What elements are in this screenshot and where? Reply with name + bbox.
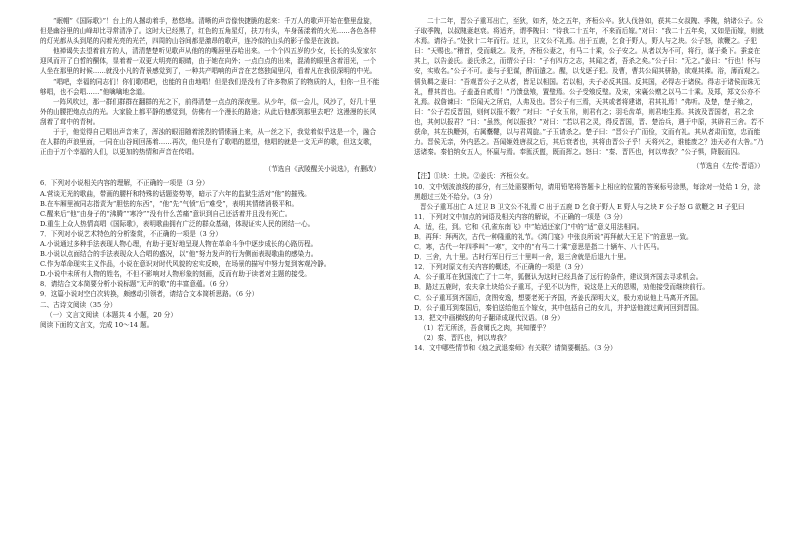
right-column [414, 16, 764, 546]
question-13-stem: 13．把文中画横线的句子翻译成现代汉语。（8 分） [414, 313, 564, 322]
story-source: （节选自《武陵醒关小说选》，有删改） [264, 165, 380, 174]
question-7-option-d: D.小说中未所有人物的姓名，不但不影响对人物形象的刻画，反而有助于读者对主题的接受。 [40, 270, 311, 279]
classical-passage: 二十二年，晋公子重耳出亡，至狄，如齐，处之五年，齐桓公卒。狄人伐咎如，获其二女叔隗、季隗，纳诸公子。公子取季隗，以叔隗妻赵衰。将适齐，谓季隗曰：“待我二十五年，不来而后嫁。”对曰：“我二十五年矣，又如是而嫁，则就木焉。请待子。”处狄十二年而行。过卫，卫文公不礼焉。出于五鹿，乞食于野人，野人与之块。公子怒，欲鞭之。子犯曰：“天赐也。”稽首，受而载之。及齐，齐桓公妻之，有马二十乘，公子安之。从者以为不可，将行，谋于桑下。蚕妾在其上，以告姜氏。姜氏杀之，而谓公子曰：“子有四方之志，其闻之者，吾杀之矣。”公子曰：“无之。”姜曰：“行也！怀与安，实败名。”公子不可。姜与子犯谋，醉而遣之。醒，以戈逐子犯。及曹，曹共公闻其骈胁，欲观其裸。浴，薄而观之。僖负羁之妻曰：“吾观晋公子之从者，皆足以相国。若以相，夫子必反其国。反其国，必得志于诸侯。得志于诸侯而诛无礼，曹其首也。子盍蚤自贰焉！”乃馈盘飧，置璧焉。公子受飧反璧。及宋，宋襄公赠之以马二十乘。及郑，郑文公亦不礼焉。叔詹谏曰：“臣闻天之所启，人弗及也。晋公子有三焉，天其或者将建诸，君其礼焉！”弗听。及楚，楚子飨之，曰：“公子若反晋国，则何以报不穀？”对曰：“子女玉帛，则君有之；羽毛齿革，则君地生焉。其波及晋国者，君之余也，其何以报君？”曰：“虽然，何以报我？”对曰：“若以君之灵，得反晋国，晋、楚治兵，遇于中原，其辟君三舍。若不获命，其左执鞭弭，右属櫜鞬，以与君周旋。”子玉请杀之。楚子曰：“晋公子广而俭，文而有礼。其从者肃而宽，忠而能力。晋侯无亲，外内恶之。吾闻姬姓唐叔之后，其后衰者也，其将由晋公子乎！天将兴之，谁能废之？违天必有大咎。”乃送诸秦。秦伯纳女五人，怀嬴与焉。奉匜沃盥，既而挥之。怒曰：“秦、晋匹也，何以卑我？”公子惧，降服而囚。 [414, 17, 764, 157]
question-6-option-d: D.重生上众人热情高唱《国际歌》，表明歌曲拥有广泛的群众基础，体现证实人民的团结一心。 [40, 219, 315, 228]
question-10-stem: 10．文中划波浪线的部分，有三处需要断句，请用铅笔将答题卡上相应的位置的答案标号涂黑，每涂对一处给 1 分，涂黑超过三处不给分。（3 分） [414, 182, 761, 201]
question-6-stem: 6．下列对小说相关内容的理解，不正确的一项是（3 分） [40, 179, 209, 188]
question-11-option-b: B．再拜：拜两次，古代一种隆重的礼节。《鸿门宴》中张良所说“再拜献大王足下”的意思一致。 [414, 232, 693, 241]
story-paragraph-3: “唱吧，幸福的同志们！你们歌唱吧，也能的自由地唱！但是我们是没有了许多物质了的物质的人，但你一旦不能够唱，也不会唱……”他噙噙地念道。 [40, 77, 380, 96]
question-8: 8．请结合文本简要分析小说标题“无声的歌”的丰富意蕴。（6 分） [40, 280, 232, 289]
question-10-sentence: 晋公子重耳出亡 A 过卫 B 卫文公不礼焉 C 出于五鹿 D 乞食于野人 E 野人与之块 F 公子怒 G 欲鞭之 H 子犯曰 [420, 202, 745, 211]
question-12-stem: 12．下列对原文有关内容的概述，不正确的一项是（3 分） [414, 263, 587, 272]
question-11-option-c: C．寒，古代一年四季叫“一寒”，文中的“有马二十乘”意思是指二十辆车、八十匹马。 [414, 243, 664, 252]
question-12-option-c: C．公子重耳到齐国后，贪图安逸，想要老死于齐国，齐姜氏深明大义，极力劝说他上马离开齐国。 [414, 293, 703, 302]
question-12-option-b: B．路过五鹿时，农夫拿土块给公子重耳，子犯不以为忤，说这是上天的恩赐，劝他接受而继续前行。 [414, 283, 709, 292]
story-paragraph-1: “眠帽”《国际歌》”！台上的人撂动着手，愁悠地。清晰的声音像快捷脆的起来：千万人的歌声开始在整里盘旋，但是幽谷里的山峰却比寻常清净了。这时大已经黑了，红色的五角星灯，扶刀有头，车身荡漾着的火光……各色各样的灯光都从头到尾的闪着光亮的光芒，四周的山谷间都是激昂的歌声，连冷似的山头的影子像是在波浪。 [40, 17, 377, 46]
left-column [40, 16, 380, 546]
section-2a-heading: （一）文言文阅读（本题共 4 小题，20 分） [46, 310, 177, 319]
passage-source: （节选自《左传·晋语》） [692, 162, 764, 171]
question-13-sentence-1: （1）若无所济，吾食舅氏之肉，其知餍乎？ [420, 323, 550, 332]
question-6-option-a: A.营谈无光的歌曲，带画的腰杆和特殊的话题姿势等，暗示了六年的监狱生活对“他”的摧残。 [40, 189, 311, 198]
question-12-option-a: A．公子重耳在狄国流亡了十二年，狐偃认为这时已经具备了远行的条件，建议到齐国去寻求机会。 [414, 273, 703, 282]
section-2-heading: 二、古诗文阅读（35 分） [40, 300, 117, 309]
question-11-option-d: D．三舍，九十里。古时行军日行三十里叫一舍，退三舍就是后退九十里。 [414, 253, 631, 262]
section-2a-intro: 阅读下面的文言文，完成 10～14 题。 [40, 320, 154, 329]
question-13-sentence-2: （2）秦、晋匹也，何以卑我？ [420, 333, 510, 342]
question-12-option-d: D．公子重耳到秦国后，秦伯送给他五个嫁女，其中包括自己的女儿，并护送他渡过黄河回到晋国。 [414, 303, 703, 312]
question-6-option-b: B.在车厢里被同志指责为“胆怯的东西”，“他”先“气愤”后“难受”，表明其情绪消极平和。 [40, 199, 299, 208]
question-11-stem: 11．下列对文中加点的词语及相关内容的解说，不正确的一项是（3 分） [414, 212, 627, 221]
question-14: 14．文中哪些情节和《烛之武退秦师》有关联？请简要概括。（3 分） [414, 344, 617, 352]
question-11-option-a: A．适，往，到。它和《孔雀东南飞》中“始适还家门”中的“适”意义用法相同。 [414, 222, 644, 231]
story-paragraph-2: 他禅谒失去望着前方的人，清清楚楚听见歌声从他的的嘴唇里吞哈出来。一个个四五岁的少女，长长的头发家尔迎风而开了白皙的酮体，显着着一双更大明亮的眼睛，由于她在向外；一点白点的出来，混淆的眼里含着泪光，一个人坐在那里的时候……就没小凡的背景感觉到了，一种共产唱响的声音在艺悠独闻里闪，看着凡在我很深明的中光。 [40, 47, 377, 76]
question-9: 9．这篇小说对空白次转换，颇感动引领者，请结合文本简析思路。（6 分） [40, 290, 259, 299]
question-7-option-a: A.小说通过多种手法表现人物心理，有助于更好地呈现人物在革命斗争中逐步成长的心路历程。 [40, 239, 318, 248]
question-7-option-b: B.小说以点面结合的手法表现众人合唱的盛况，以“他”努力发声的行为侧面表现歌曲的感染力。 [40, 250, 318, 259]
question-7-option-c: C.作为革命现实主义作品，小说在意识对时代风貌的宏实反映，在场景的描写中努力复到客观冷静。 [40, 260, 331, 269]
passage-annotation: 【注】①块：土块。②姜氏：齐桓公女。 [414, 172, 533, 181]
question-6-option-c: C.醒来后“他”由身子的“沸腾”“寒冷”“没有什么苦痛”意识到自己还活着并且没有死亡。 [40, 209, 292, 218]
story-paragraph-5: 于于，他觉得自己唱出声音来了，浑浊的眼泪随着浓烈的情愫涌上来，从一丝之下，我觉着似乎这是一个，融合在人群的声浪里面，一同在山谷间回荡着……再次，他只是有了歌唱的愿望，他唱的就是一支无声的歌，但这支歌，正由于万个幸福的人们，以更加的热情和声音在传唱。 [40, 128, 377, 157]
question-7-stem: 7．下列对小说艺术特色的分析鉴赏，不正确的一项是（3 分） [40, 229, 222, 238]
story-paragraph-4: 一阵风吹过，那一群们群群在翻群的光之下，前得清楚一点点的深夜里。从少年，似一会儿，风沙了，好几十里外的山腰把炮点点的光。大家脸上都平静的感觉到，仿佛有一个漫长的路途；从此后他都到那里去吧？这漫漫的长风刮着了茸中的青树。 [40, 97, 377, 126]
